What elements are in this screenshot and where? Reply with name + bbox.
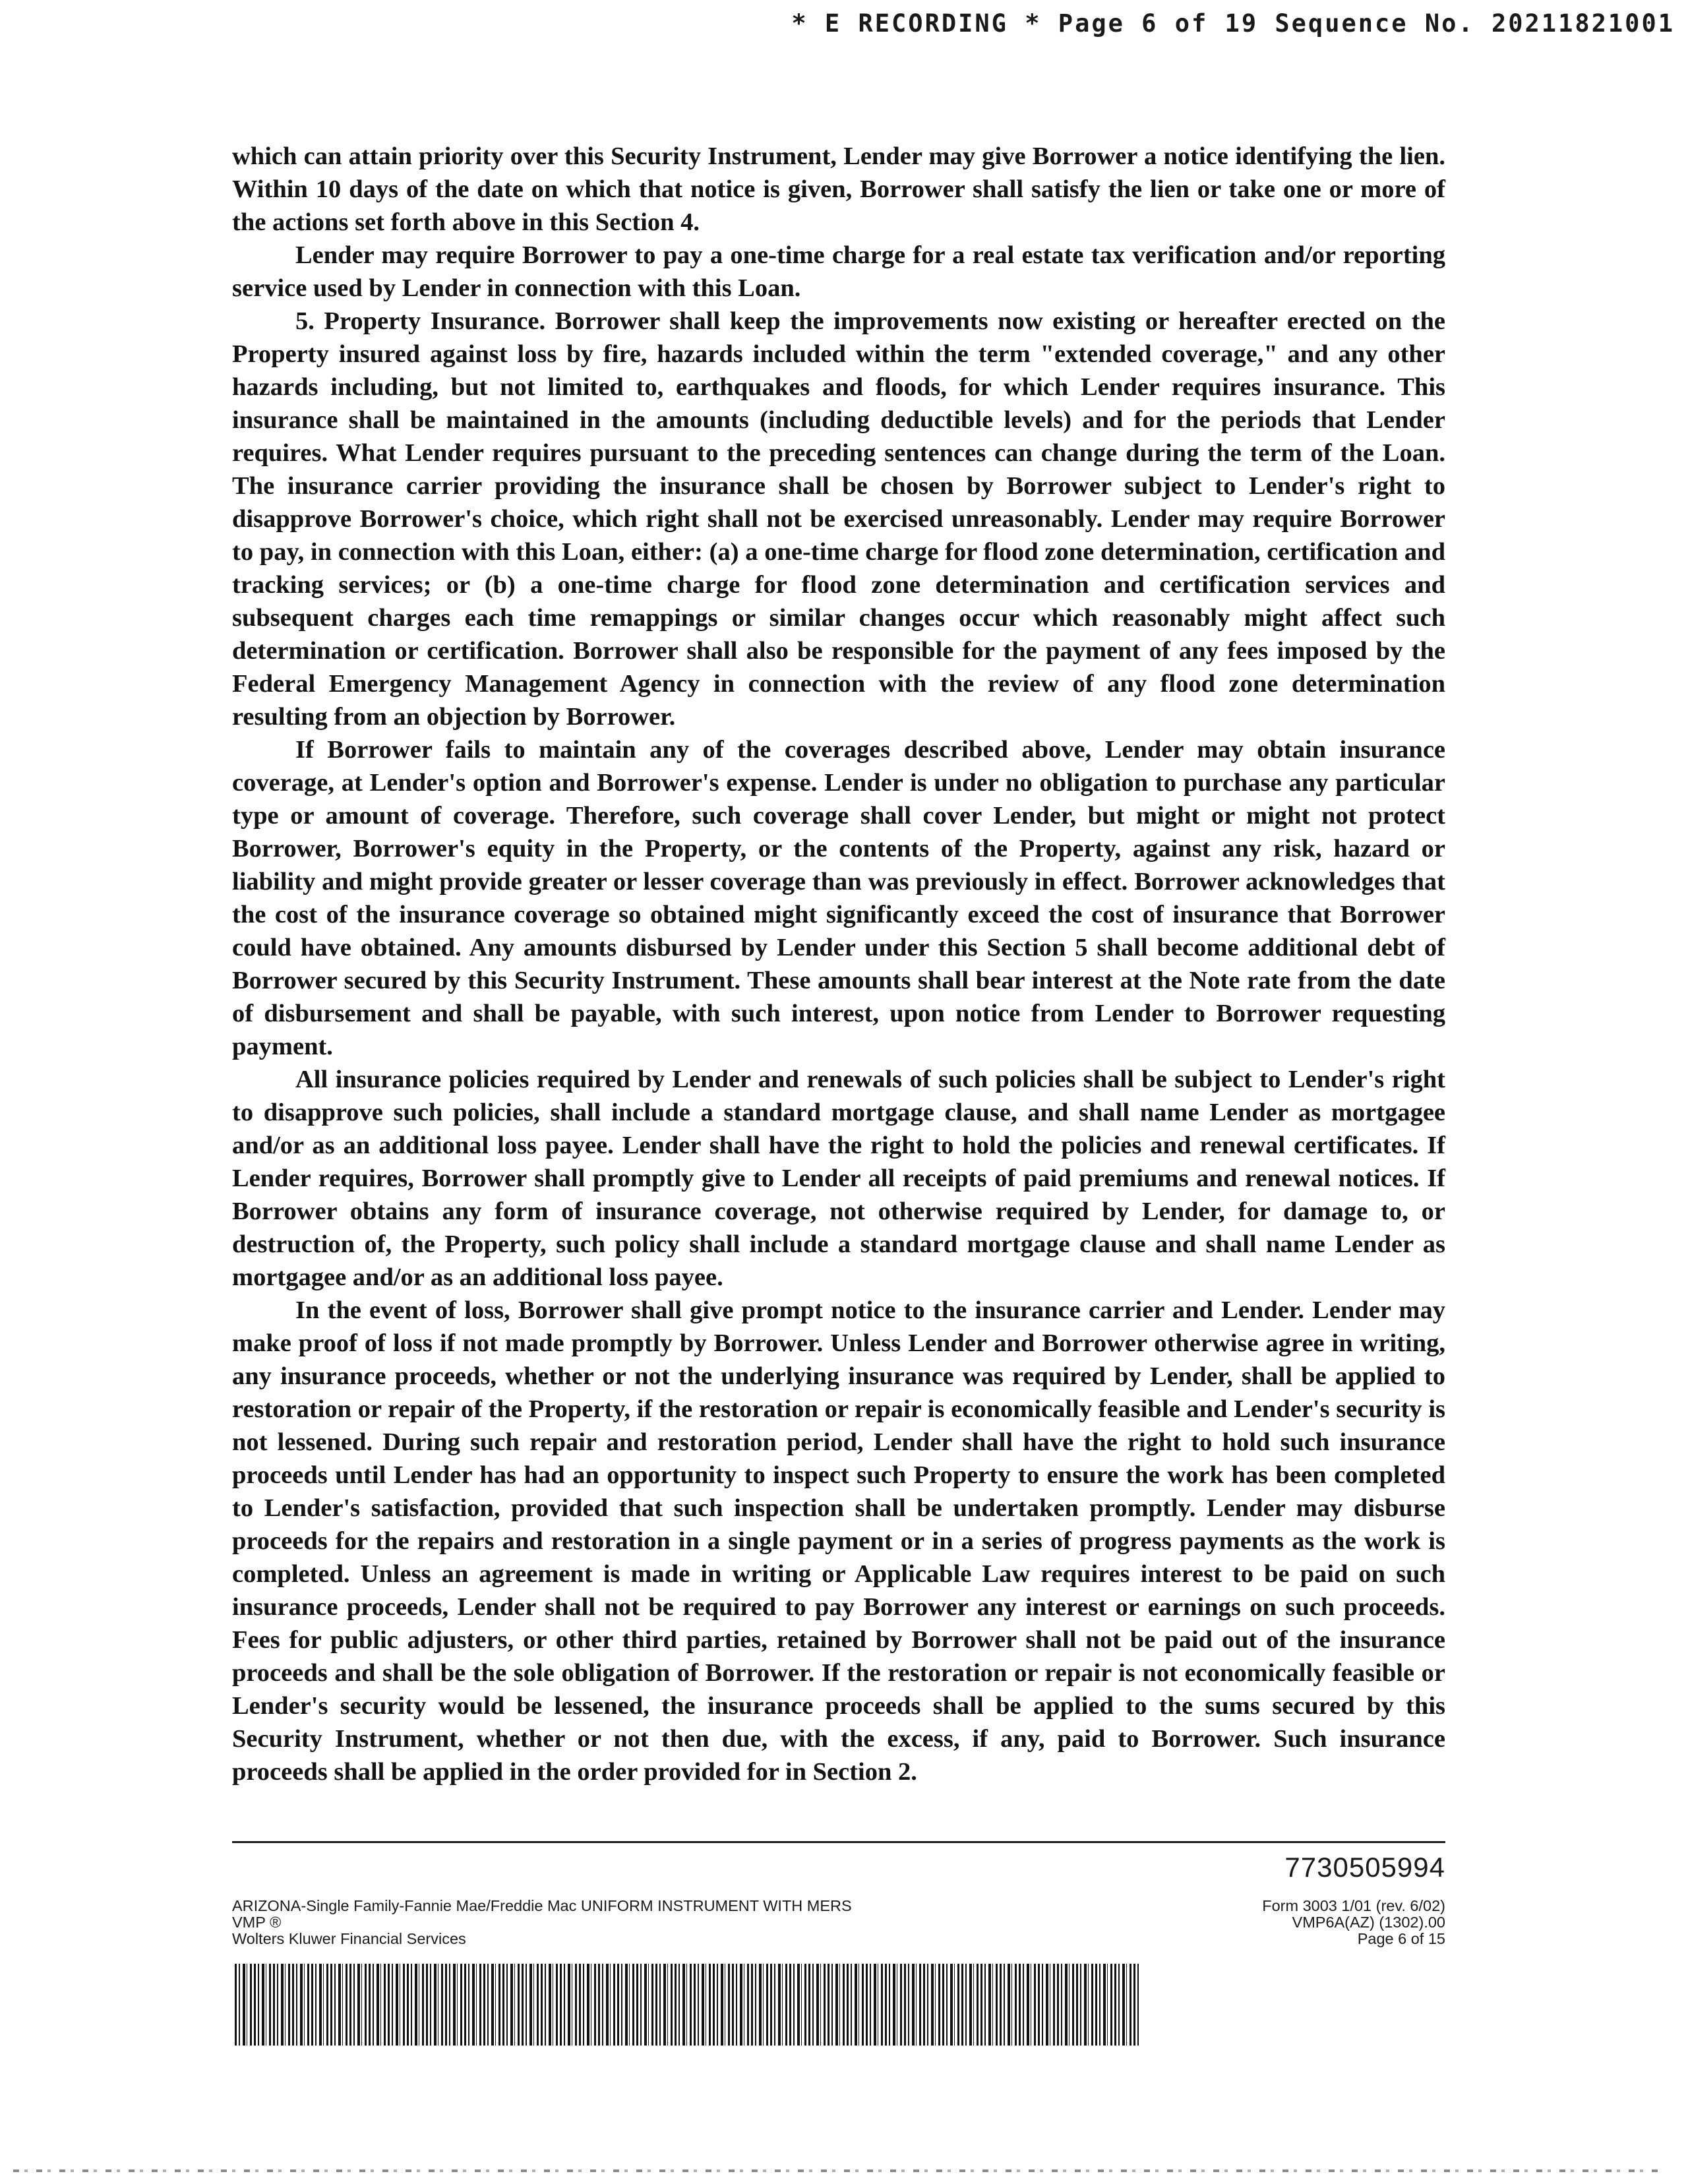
form-description xyxy=(232,1898,852,1947)
document-body xyxy=(232,140,1445,1788)
scan-edge-artifact xyxy=(13,2169,1662,2172)
publisher-name: Wolters Kluwer Financial Services xyxy=(232,1930,466,1947)
section-5-heading: Property Insurance. xyxy=(324,307,546,335)
paragraph-insurance-policies: All insurance policies required by Lender and renewals of such policies shall be subject to Lender's right to disapprove such policies, shall include a standard mortgage clause, and shall name Lender as mortgagee and/or as an additional loss payee. Lender shall have the right to hold the policies and renewal certificates. If Lender requires, Borrower shall promptly give to Lender all receipts of paid premiums and renewal notices. If Borrower obtains any form of insurance coverage, not otherwise required by Lender, for damage to, or destruction of, the Property, such policy shall include a standard mortgage clause and shall name Lender as mortgagee and/or as an additional loss payee. xyxy=(232,1066,1445,1291)
paragraph-tax-verification: Lender may require Borrower to pay a one-time charge for a real estate tax verification and/or reporting service used by Lender in connection with this Loan. xyxy=(232,241,1445,302)
footer-divider xyxy=(232,1841,1445,1843)
recording-stamp-header: * E RECORDING * Page 6 of 19 Sequence No. 20211821001 xyxy=(791,9,1675,38)
vmp-code: VMP6A(AZ) (1302).00 xyxy=(1292,1914,1445,1931)
vmp-mark: VMP ® xyxy=(232,1914,282,1931)
barcode-image xyxy=(235,1964,1139,2046)
paragraph-event-of-loss: In the event of loss, Borrower shall give prompt notice to the insurance carrier and Lender. Lender may make proof of loss if not made promptly by Borrower. Unless Lender and Borrower otherwise agree in writing, any insurance proceeds, whether or not the underlying insurance was required by Lender, shall be applied to restoration or repair of the Property, if the restoration or repair is economically feasible and Lender's security is not lessened. During such repair and restoration period, Lender shall have the right to hold such insurance proceeds until Lender has had an opportunity to inspect such Property to ensure the work has been completed to Lender's satisfaction, provided that such inspection shall be undertaken promptly. Lender may disburse proceeds for the repairs and restoration in a single payment or in a series of progress payments as the work is completed. Unless an agreement is made in writing or Applicable Law requires interest to be paid on such insurance proceeds, Lender shall not be required to pay Borrower any interest or earnings on such proceeds. Fees for public adjusters, or other third parties, retained by Borrower shall not be paid out of the insurance proceeds and shall be the sole obligation of Borrower. If the restoration or repair is not economically feasible or Lender's security would be lessened, the insurance proceeds shall be applied to the sums secured by this Security Instrument, whether or not then due, with the excess, if any, paid to Borrower. Such insurance proceeds shall be applied in the order provided for in Section 2. xyxy=(232,1296,1445,1786)
paragraph-section-5 xyxy=(232,305,1445,733)
form-number: Form 3003 1/01 (rev. 6/02) xyxy=(1262,1897,1445,1914)
form-title: ARIZONA-Single Family-Fannie Mae/Freddie Mac UNIFORM INSTRUMENT WITH MERS xyxy=(232,1897,852,1914)
loan-number: 7730505994 xyxy=(1284,1852,1445,1883)
paragraph-lien-notice: which can attain priority over this Security Instrument, Lender may give Borrower a notice identifying the lien. Within 10 days of the date on which that notice is given, Borrower shall satisfy the lien or take one or more of the actions set forth above in this Section 4. xyxy=(232,142,1445,236)
section-5-number: 5. xyxy=(295,307,324,335)
paragraph-lender-coverage: If Borrower fails to maintain any of the coverages described above, Lender may obtain insurance coverage, at Lender's option and Borrower's expense. Lender is under no obligation to purchase any particular type or amount of coverage. Therefore, such coverage shall cover Lender, but might or might not protect Borrower, Borrower's equity in the Property, or the contents of the Property, against any risk, hazard or liability and might provide greater or lesser coverage than was previously in effect. Borrower acknowledges that the cost of the insurance coverage so obtained might significantly exceed the cost of insurance that Borrower could have obtained. Any amounts disbursed by Lender under this Section 5 shall become additional debt of Borrower secured by this Security Instrument. These amounts shall bear interest at the Note rate from the date of disbursement and shall be payable, with such interest, upon notice from Lender to Borrower requesting payment. xyxy=(232,736,1445,1060)
section-5-text: Borrower shall keep the improvements now existing or hereafter erected on the Property insured against loss by fire, hazards included within the term "extended coverage," and any other hazards including, but not limited to, earthquakes and floods, for which Lender requires insurance. This insurance shall be maintained in the amounts (including deductible levels) and for the periods that Lender requires. What Lender requires pursuant to the preceding sentences can change during the term of the Loan. The insurance carrier providing the insurance shall be chosen by Borrower subject to Lender's right to disapprove Borrower's choice, which right shall not be exercised unreasonably. Lender may require Borrower to pay, in connection with this Loan, either: (a) a one-time charge for flood zone determination, certification and tracking services; or (b) a one-time charge for flood zone determination and certification services and subsequent charges each time remappings or similar changes occur which reasonably might affect such determination or certification. Borrower shall also be responsible for the payment of any fees imposed by the Federal Emergency Management Agency in connection with the review of any flood zone determination resulting from an objection by Borrower. xyxy=(232,307,1445,731)
form-identifier xyxy=(1262,1898,1445,1947)
form-page-number: Page 6 of 15 xyxy=(1357,1930,1445,1947)
